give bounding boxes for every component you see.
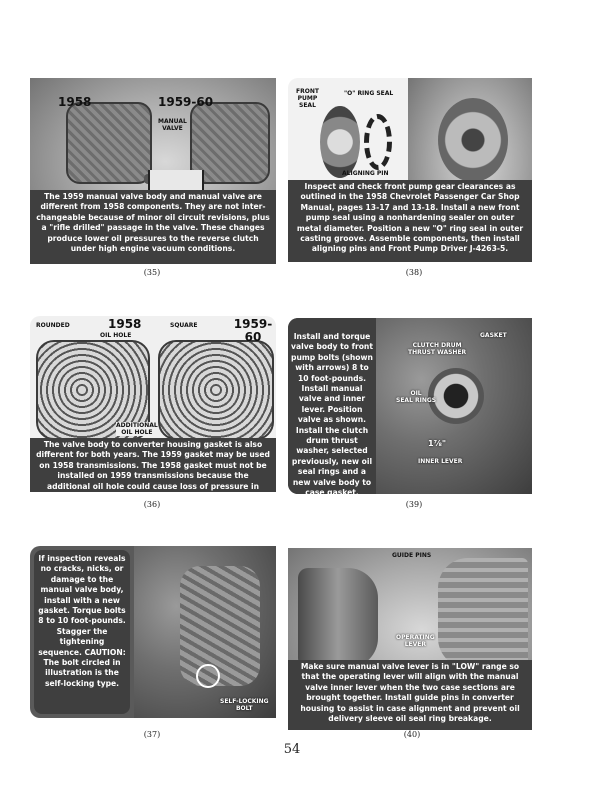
clutch-drum-image xyxy=(428,368,484,424)
label-operating-lever: OPERATING LEVER xyxy=(396,634,435,648)
label-front-pump-seal: FRONT PUMP SEAL xyxy=(296,88,319,109)
figure-number: (40) xyxy=(403,730,421,739)
page-number: 54 xyxy=(283,742,301,757)
figure-35 xyxy=(30,78,276,264)
label-inner-lever: INNER LEVER xyxy=(418,458,463,465)
valve-body-1958-image xyxy=(66,102,152,184)
label-manual-valve: MANUAL VALVE xyxy=(158,118,187,132)
label-1958: 1958 xyxy=(58,95,92,109)
label-clutch-drum-thrust-washer: CLUTCH DRUM THRUST WASHER xyxy=(408,342,467,356)
figure-36 xyxy=(30,316,276,502)
transmission-case-image xyxy=(438,558,528,668)
label-guide-pins: GUIDE PINS xyxy=(392,552,432,559)
label-oil-hole: OIL HOLE xyxy=(100,332,132,339)
label-aligning-pin: ALIGNING PIN xyxy=(342,170,389,177)
label-dimension: 1⅞" xyxy=(428,439,447,448)
figure-number: (38) xyxy=(405,268,423,277)
figure-37 xyxy=(30,546,276,718)
label-gasket: GASKET xyxy=(480,332,507,339)
figure-36-caption: The valve body to converter housing gasket is also different for both years. The 1959 gasket may be used on 1958 transmissions. The 1958 gasket must not be installed on 1959 transmissions because the additional oil hole could cause loss of pressure in "REVERSE" range. xyxy=(30,438,276,492)
figure-40-caption: Make sure manual valve lever is in "LOW" range so that the operating lever will align with the manual valve inner lever when the two case sections are brought together. Install guide pins in converter housing to assist in case alignment and prevent oil delivery sleeve oil seal ring breakage. xyxy=(288,660,532,730)
label-self-locking-bolt: SELF-LOCKING BOLT xyxy=(220,698,269,712)
label-oil-seal-rings: OIL SEAL RINGS xyxy=(396,390,437,404)
self-locking-bolt-circle xyxy=(196,664,220,688)
figure-35-caption: The 1959 manual valve body and manual valve are different from 1958 components. They are not inter-changeable because of minor oil circuit revisions, plus a "rifle drilled" passage in the valve. These changes produce lower oil pressures to the reverse clutch under high engine vacuum conditions. xyxy=(30,190,276,264)
label-1959-60: 1959-60 xyxy=(233,317,273,344)
figure-38 xyxy=(288,78,532,262)
figure-40 xyxy=(288,548,532,730)
label-1959-60: 1959-60 xyxy=(158,95,214,109)
valve-body-installed-image xyxy=(180,566,260,686)
label-rounded: ROUNDED xyxy=(36,322,70,329)
figure-39-caption: Install and torque valve body to front pump bolts (shown with arrows) 8 to 10 foot-pounds. Install manual valve and inner lever. Position valve as shown. Install the clutch drum thrust washer, selected previously, new oil seal rings and a new valve body to case gasket. xyxy=(288,318,376,494)
label-1958: 1958 xyxy=(108,317,142,331)
figure-number: (37) xyxy=(143,730,161,739)
figure-39 xyxy=(288,318,532,498)
label-additional-oil-hole: ADDITIONAL OIL HOLE xyxy=(116,422,158,436)
pump-body-image xyxy=(438,98,508,182)
figure-38-caption: Inspect and check front pump gear clearances as outlined in the 1958 Chevrolet Passenger Car Shop Manual, pages 13-17 and 13-18. Install a new front pump seal using a nonhardening sealer on outer metal diameter. Position a new "O" ring seal in outer casting groove. Assemble components, then install aligning pins and Front Pump Driver J-4263-5. xyxy=(288,180,532,262)
pump-gear-image xyxy=(364,114,392,170)
converter-housing-image xyxy=(298,568,378,668)
figure-number: (39) xyxy=(405,500,423,509)
figure-number: (36) xyxy=(143,500,161,509)
figure-37-caption: If inspection reveals no cracks, nicks, or damage to the manual valve body, install with a new gasket. Torque bolts 8 to 10 foot-pounds. Stagger the tightening sequence. CAUTION: The bolt circled in illustration is the self-locking type. xyxy=(34,550,130,714)
label-o-ring-seal: "O" RING SEAL xyxy=(344,90,394,97)
gasket-1959-image xyxy=(158,340,274,440)
valve-pan-image xyxy=(148,170,204,192)
label-square: SQUARE xyxy=(170,322,198,329)
pump-cover-image xyxy=(320,106,360,178)
figure-number: (35) xyxy=(143,268,161,277)
